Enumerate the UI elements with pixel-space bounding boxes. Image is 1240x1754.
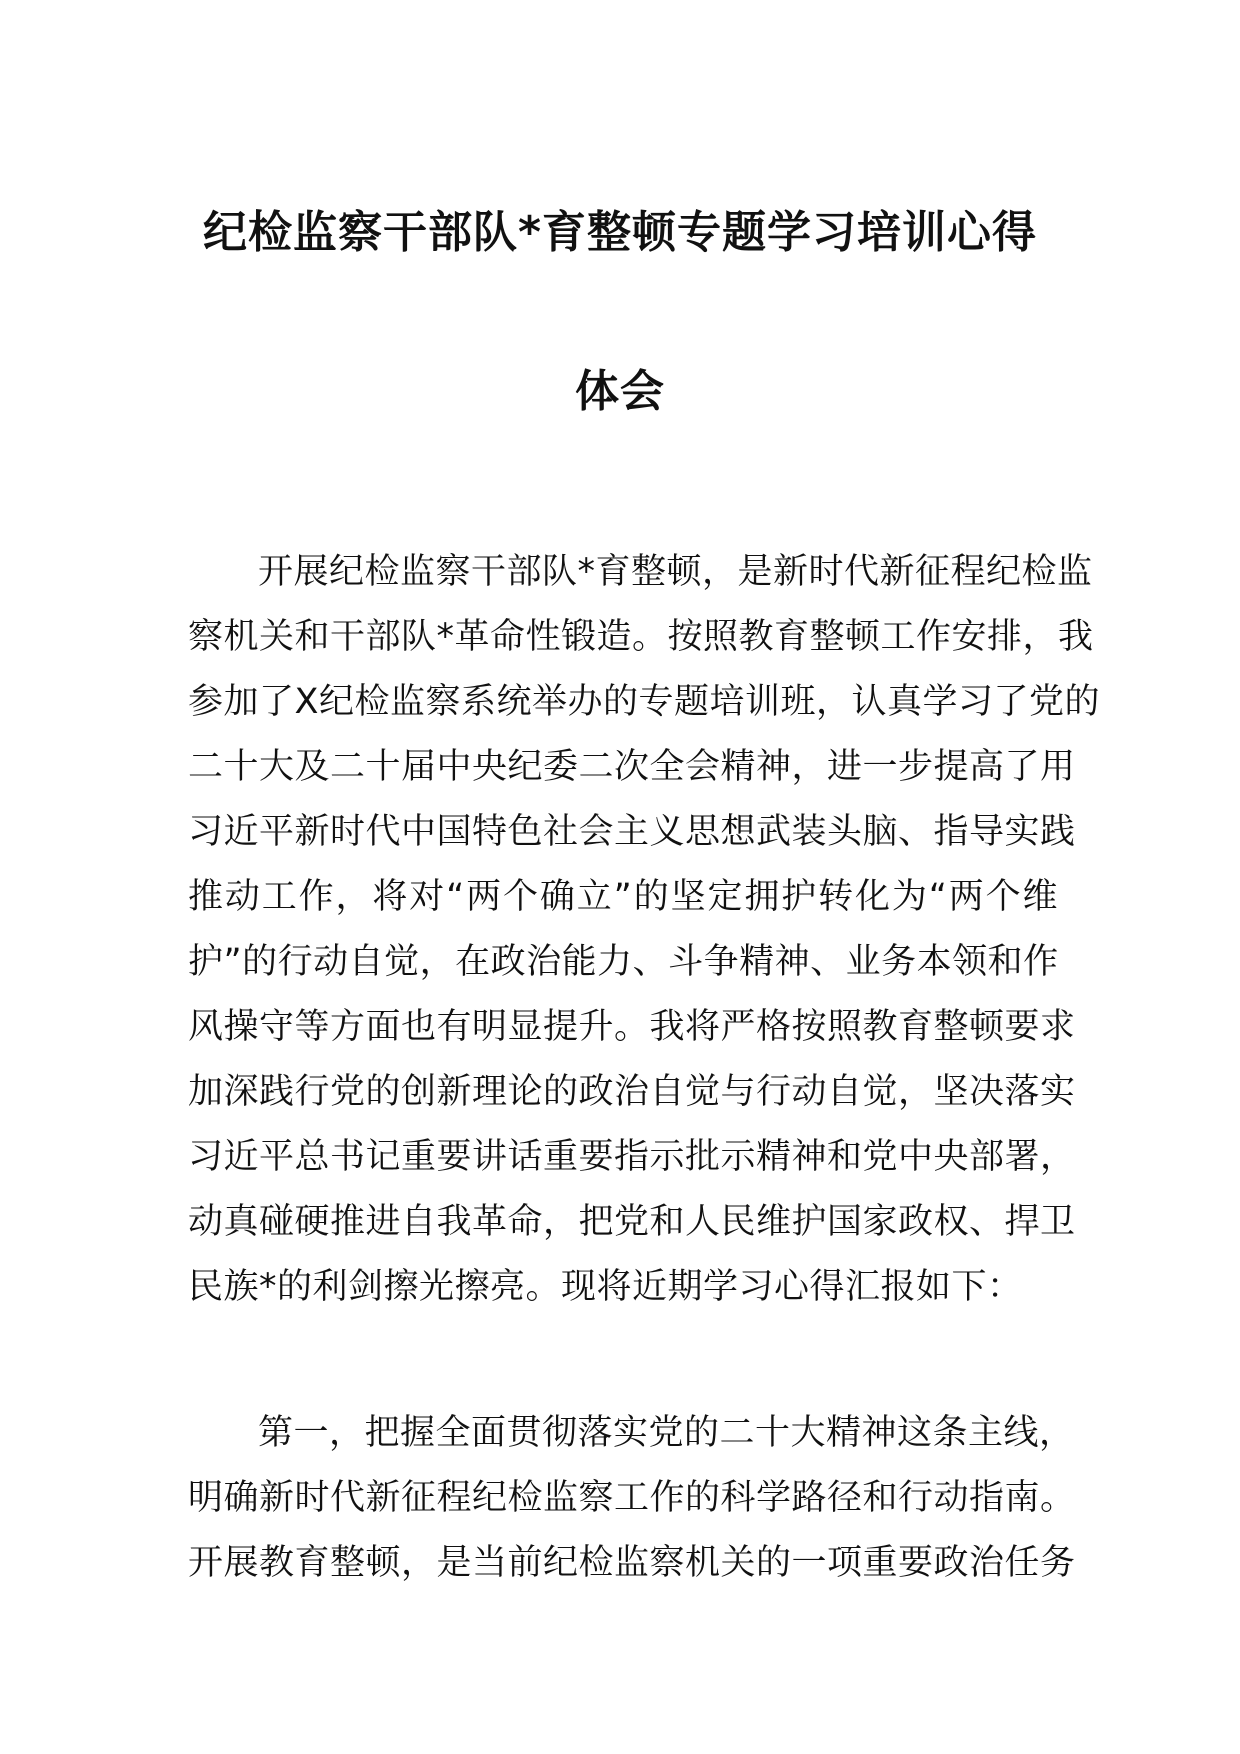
paragraph-line: 二十大及二十届中央纪委二次全会精神，进一步提高了用 bbox=[188, 747, 1076, 787]
paragraph-line: 参加了X纪检监察系统举办的专题培训班，认真学习了党的 bbox=[188, 682, 1100, 722]
paragraph-line: 风操守等方面也有明显提升。我将严格按照教育整顿要求 bbox=[188, 1007, 1076, 1047]
paragraph-line: 明确新时代新征程纪检监察工作的科学路径和行动指南。 bbox=[188, 1478, 1076, 1518]
paragraph-line: 民族*的利剑擦光擦亮。现将近期学习心得汇报如下： bbox=[188, 1267, 1023, 1307]
paragraph-line: 动真碰硬推进自我革命，把党和人民维护国家政权、捍卫 bbox=[188, 1202, 1076, 1242]
paragraph-line: 护”的行动自觉，在政治能力、斗争精神、业务本领和作 bbox=[188, 942, 1059, 982]
paragraph-line: 加深践行党的创新理论的政治自觉与行动自觉，坚决落实 bbox=[188, 1072, 1076, 1112]
paragraph-line: 习近平总书记重要讲话重要指示批示精神和党中央部署， bbox=[188, 1137, 1076, 1177]
paragraph-intro bbox=[188, 540, 1100, 1320]
paragraph-line: 开展教育整顿，是当前纪检监察机关的一项重要政治任务 bbox=[188, 1543, 1076, 1583]
document-title-line-1: 纪检监察干部队*育整顿专题学习培训心得 bbox=[202, 207, 1037, 258]
paragraph-line: 第一，把握全面贯彻落实党的二十大精神这条主线， bbox=[258, 1413, 1075, 1453]
document-title-line-2: 体会 bbox=[575, 366, 665, 417]
paragraph-line: 推动工作，将对“两个确立”的坚定拥护转化为“两个维 bbox=[188, 877, 1058, 917]
paragraph-line: 开展纪检监察干部队*育整顿，是新时代新征程纪检监 bbox=[258, 552, 1093, 592]
paragraph-first-point bbox=[188, 1401, 1076, 1596]
paragraph-line: 习近平新时代中国特色社会主义思想武装头脑、指导实践 bbox=[188, 812, 1076, 852]
paragraph-line: 察机关和干部队*革命性锻造。按照教育整顿工作安排，我 bbox=[188, 617, 1094, 657]
